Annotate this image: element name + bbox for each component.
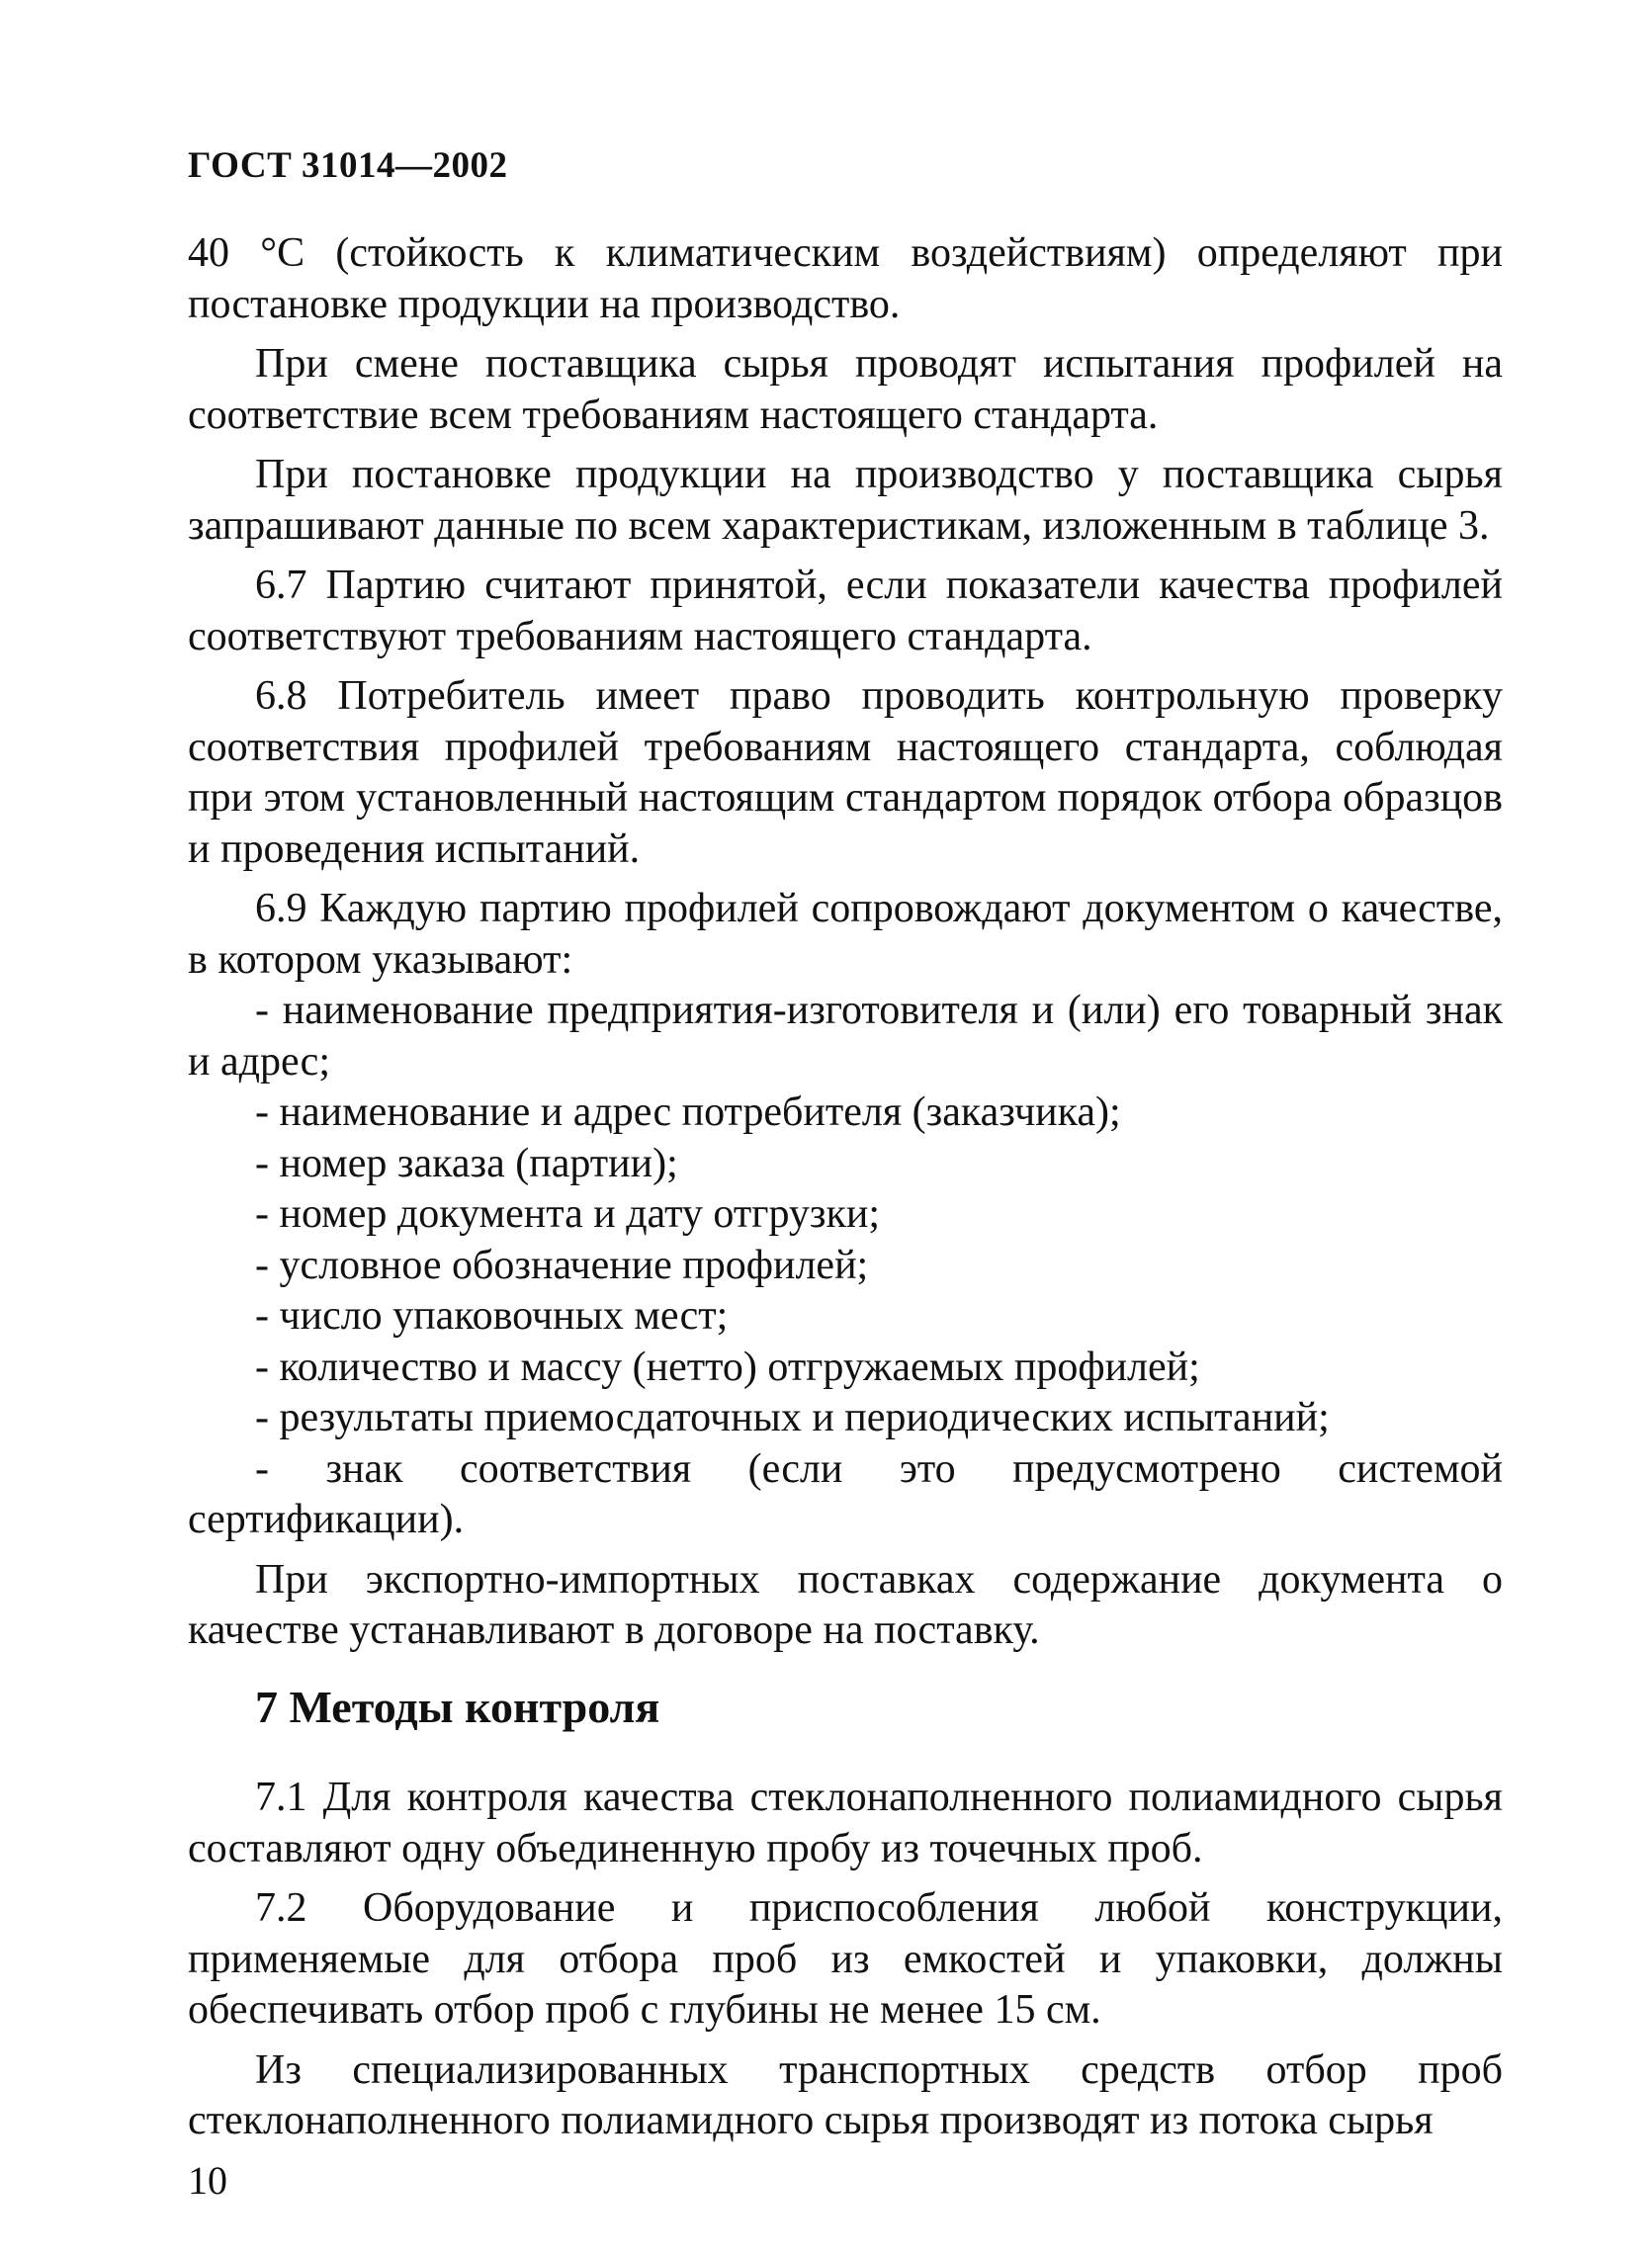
paragraph: 6.9 Каждую партию профилей сопровождают документом о качестве, в котором указывают: — [188, 886, 1503, 983]
paragraph-continuation: 40 °С (стойкость к климатическим воздействиям) определяют при постановке продукции на производство. — [188, 230, 1503, 327]
list-item: - число упаковочных мест; — [255, 1293, 729, 1339]
list-item: - результаты приемосдаточных и периодических испытаний; — [255, 1395, 1330, 1440]
list-item: - количество и массу (нетто) отгружаемых профилей; — [255, 1344, 1200, 1390]
paragraph: 7.2 Оборудование и приспособления любой конструкции, применяемые для отбора проб из емкостей и упаковки, должны обеспечивать отбор проб с глубины не менее 15 см. — [188, 1885, 1503, 2033]
section-heading: 7 Методы контроля — [255, 1682, 660, 1732]
page-number: 10 — [188, 2158, 227, 2203]
body-text-block-2 — [188, 1773, 1503, 2147]
paragraph: Из специализированных транспортных средств отбор проб стеклонаполненного полиамидного сырья производят из потока сырья — [188, 2046, 1503, 2143]
paragraph: При смене поставщика сырья проводят испытания профилей на соответствие всем требованиям настоящего стандарта. — [188, 341, 1503, 438]
paragraph: 7.1 Для контроля качества стеклонаполненного полиамидного сырья составляют одну объединенную пробу из точечных проб. — [188, 1775, 1503, 1871]
paragraph: 6.7 Партию считают принятой, если показатели качества профилей соответствуют требованиям настоящего стандарта. — [188, 563, 1503, 659]
list-item: - номер заказа (партии); — [255, 1140, 678, 1186]
list-item: - знак соответствия (если это предусмотрено системой сертификации). — [188, 1445, 1503, 1542]
list-item: - номер документа и дату отгрузки; — [255, 1191, 881, 1237]
list-item: - наименование и адрес потребителя (заказчика); — [255, 1089, 1121, 1135]
paragraph: При постановке продукции на производство у поставщика сырья запрашивают данные по всем характеристикам, изложенным в таблице 3. — [188, 452, 1503, 549]
paragraph: 6.8 Потребитель имеет право проводить контрольную проверку соответствия профилей требованиям настоящего стандарта, соблюдая при этом установленный настоящим стандартом порядок отбора образцов и проведения испытаний. — [188, 673, 1503, 872]
body-text-block-1 — [188, 228, 1503, 1657]
document-header: ГОСТ 31014—2002 — [188, 145, 508, 186]
paragraph: При экспортно-импортных поставках содержание документа о качестве устанавливают в договоре на поставку. — [188, 1556, 1503, 1653]
list-item: - условное обозначение профилей; — [255, 1242, 869, 1288]
list-item: - наименование предприятия-изготовителя и (или) его товарный знак и адрес; — [188, 988, 1503, 1085]
